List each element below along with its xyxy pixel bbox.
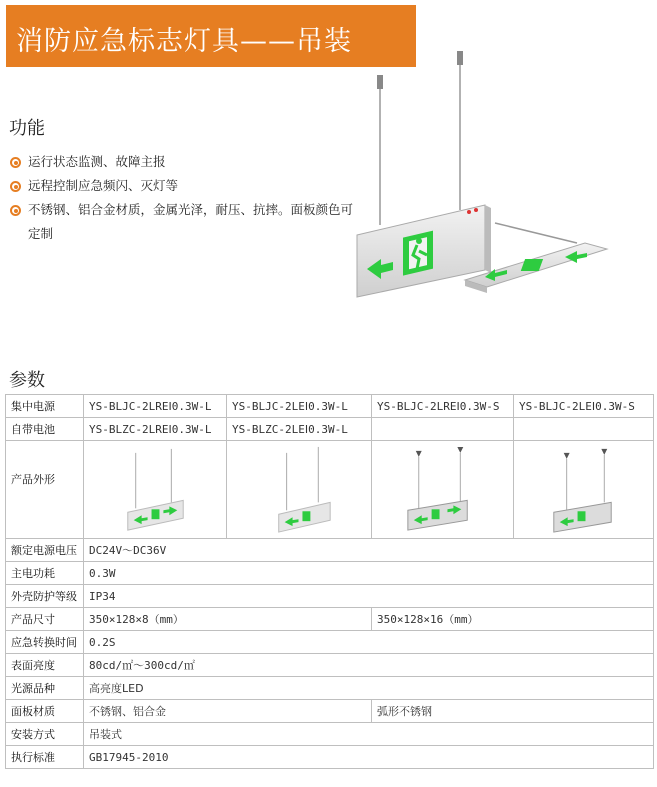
value-cell: DC24V～DC36V <box>84 539 654 562</box>
params-table <box>5 394 654 769</box>
bullet-icon <box>10 157 21 168</box>
bullet-icon <box>10 181 21 192</box>
row-label: 额定电源电压 <box>6 539 84 562</box>
row-label: 产品外形 <box>6 441 84 539</box>
table-row <box>6 723 654 746</box>
bullet-icon <box>10 205 21 216</box>
exit-sign-hero-image <box>345 45 645 305</box>
feature-item <box>8 198 353 246</box>
row-label: 主电功耗 <box>6 562 84 585</box>
row-label: 自带电池 <box>6 418 84 441</box>
exit-sign-thumb-icon <box>372 441 513 538</box>
exit-sign-thumb-icon <box>84 441 226 538</box>
row-label: 面板材质 <box>6 700 84 723</box>
value-cell: 吊装式 <box>84 723 654 746</box>
empty-cell <box>514 418 654 441</box>
feature-item <box>8 150 353 174</box>
value-cell: 350×128×16（mm） <box>372 608 654 631</box>
value-cell: 高亮度LED <box>84 677 654 700</box>
feature-text: 运行状态监测、故障主报 <box>28 154 166 169</box>
empty-cell <box>372 418 514 441</box>
model-cell: YS-BLJC-2LREⅠ0.3W-L <box>84 395 227 418</box>
exit-sign-thumb-icon <box>514 441 653 538</box>
product-thumb-cell <box>84 441 227 539</box>
table-row <box>6 608 654 631</box>
table-row <box>6 677 654 700</box>
table-row <box>6 654 654 677</box>
table-row <box>6 395 654 418</box>
table-row <box>6 539 654 562</box>
value-cell: 弧形不锈钢 <box>372 700 654 723</box>
table-row <box>6 441 654 539</box>
model-cell: YS-BLZC-2LREⅠ0.3W-L <box>84 418 227 441</box>
value-cell: 0.2S <box>84 631 654 654</box>
params-heading: 参数 <box>9 370 45 391</box>
row-label: 光源品种 <box>6 677 84 700</box>
table-row <box>6 418 654 441</box>
feature-item <box>8 174 353 198</box>
feature-text: 远程控制应急频闪、灭灯等 <box>28 178 179 193</box>
value-cell: IP34 <box>84 585 654 608</box>
product-thumb-cell <box>227 441 372 539</box>
row-label: 产品尺寸 <box>6 608 84 631</box>
product-thumb-cell <box>372 441 514 539</box>
exit-sign-thumb-icon <box>227 441 371 538</box>
row-label: 集中电源 <box>6 395 84 418</box>
table-row <box>6 631 654 654</box>
table-row <box>6 562 654 585</box>
row-label: 应急转换时间 <box>6 631 84 654</box>
value-cell: 80cd/㎡～300cd/㎡ <box>84 654 654 677</box>
page-title: 消防应急标志灯具——吊装 <box>16 26 352 57</box>
table-row <box>6 700 654 723</box>
value-cell: GB17945-2010 <box>84 746 654 769</box>
value-cell: 0.3W <box>84 562 654 585</box>
product-thumb-cell <box>514 441 654 539</box>
model-cell: YS-BLJC-2LREⅠ0.3W-S <box>372 395 514 418</box>
row-label: 执行标准 <box>6 746 84 769</box>
value-cell: 350×128×8（mm） <box>84 608 372 631</box>
model-cell: YS-BLJC-2LEⅠ0.3W-S <box>514 395 654 418</box>
feature-text: 不锈钢、铝合金材质，金属光泽，耐压、抗摔。面板颜色可定制 <box>28 202 354 241</box>
value-cell: 不锈钢、铝合金 <box>84 700 372 723</box>
feature-list <box>8 150 353 246</box>
table-row <box>6 585 654 608</box>
model-cell: YS-BLJC-2LEⅠ0.3W-L <box>227 395 372 418</box>
row-label: 安装方式 <box>6 723 84 746</box>
model-cell: YS-BLZC-2LEⅠ0.3W-L <box>227 418 372 441</box>
functions-heading: 功能 <box>9 118 45 139</box>
table-row <box>6 746 654 769</box>
row-label: 外壳防护等级 <box>6 585 84 608</box>
row-label: 表面亮度 <box>6 654 84 677</box>
